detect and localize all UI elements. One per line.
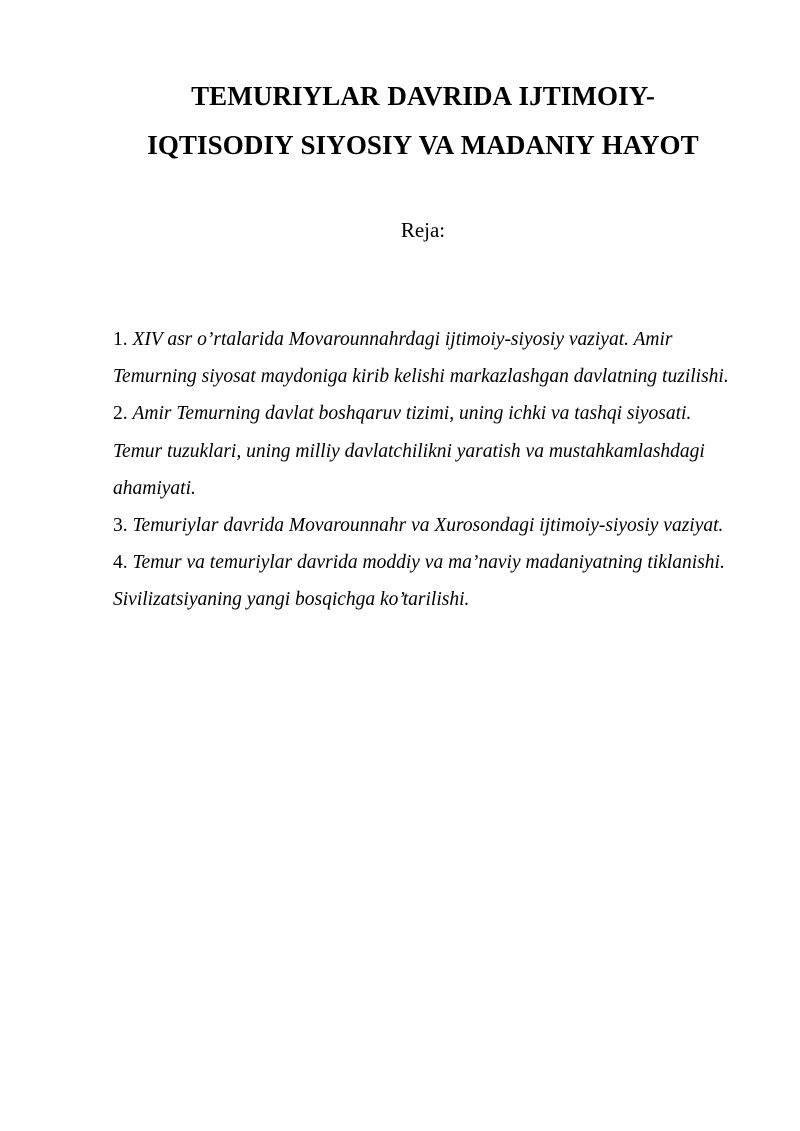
list-item-number: 2. xyxy=(113,403,128,425)
list-item-text: XIV asr o’rtalarida Movarounnahrdagi ijtimoiy-siyosiy vaziyat. Amir Temurning siyosat maydoniga kirib kelishi markazlashgan davlatning tuzilishi. xyxy=(113,329,729,388)
plan-subheading: Reja: xyxy=(400,218,446,242)
page-title xyxy=(113,0,733,170)
list-item xyxy=(113,395,733,507)
list-item xyxy=(113,544,733,618)
page-title-line-1: TEMURIYLAR DAVRIDA IJTIMOIY- xyxy=(191,81,655,111)
content-spacer xyxy=(113,245,733,321)
document-body xyxy=(113,0,733,619)
list-item-text: Temuriylar davrida Movarounnahr va Xurosondagi ijtimoiy-siyosiy vaziyat. xyxy=(132,515,724,537)
page-title-line-2: IQTISODIY SIYOSIY VA MADANIY HAYOT xyxy=(147,130,699,160)
list-item-text: Amir Temurning davlat boshqaruv tizimi, uning ichki va tashqi siyosati. Temur tuzuklari, uning milliy davlatchilikni yaratish va mustahkamlashdagi ahamiyati. xyxy=(113,403,705,499)
list-item-number: 1. xyxy=(113,329,128,350)
list-item xyxy=(113,321,733,395)
plan-list xyxy=(113,321,733,619)
list-item xyxy=(113,507,733,544)
list-item-number: 3. xyxy=(113,515,128,537)
list-item-number: 4. xyxy=(113,552,128,574)
list-item-text: Temur va temuriylar davrida moddiy va ma’naviy madaniyatning tiklanishi. Sivilizatsiyaning yangi bosqichga ko’tarilishi. xyxy=(113,552,725,611)
